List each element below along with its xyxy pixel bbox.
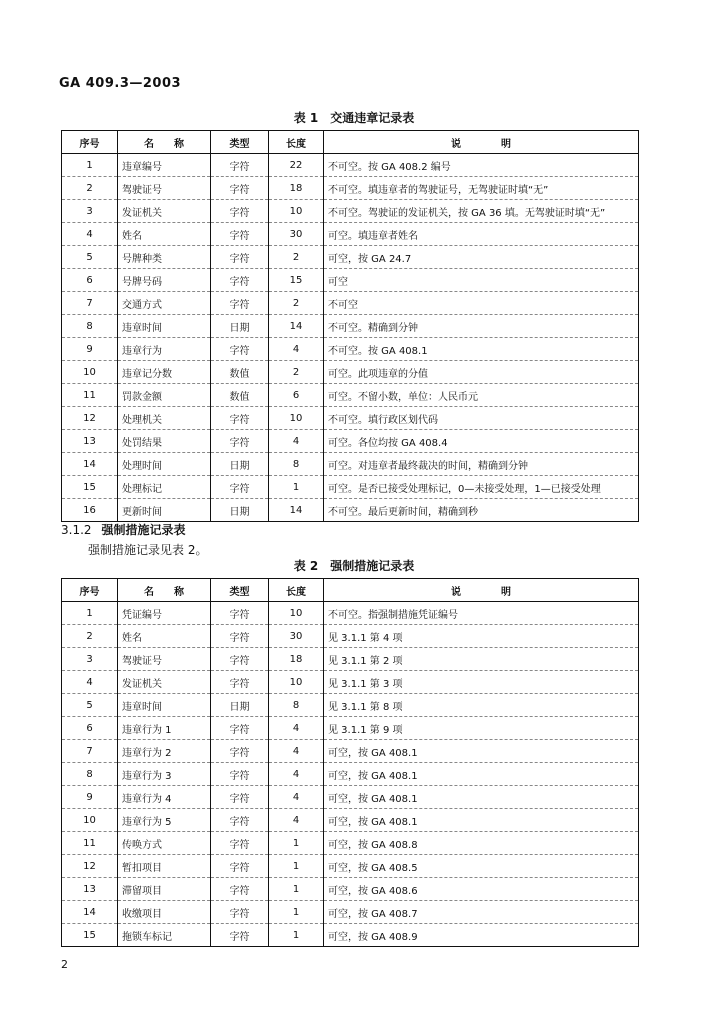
cell-length: 10 — [269, 200, 324, 223]
table-row — [62, 648, 639, 671]
table-row — [62, 223, 639, 246]
cell-length: 4 — [269, 717, 324, 740]
cell-name: 凭证编号 — [118, 602, 211, 625]
table2-caption — [0, 557, 708, 574]
cell-type: 字符 — [211, 878, 269, 901]
table-row — [62, 200, 639, 223]
cell-type: 日期 — [211, 315, 269, 338]
cell-length: 18 — [269, 648, 324, 671]
cell-description: 可空，按 GA 24.7 — [324, 246, 639, 269]
cell-type: 字符 — [211, 292, 269, 315]
cell-index: 14 — [62, 901, 118, 924]
cell-type: 字符 — [211, 924, 269, 947]
cell-length: 30 — [269, 223, 324, 246]
table-row — [62, 292, 639, 315]
cell-name: 发证机关 — [118, 200, 211, 223]
cell-index: 13 — [62, 878, 118, 901]
cell-name: 违章行为 — [118, 338, 211, 361]
table-row — [62, 717, 639, 740]
cell-index: 14 — [62, 453, 118, 476]
cell-description: 不可空。填违章者的驾驶证号，无驾驶证时填“无” — [324, 177, 639, 200]
column-header-index: 序号 — [62, 579, 118, 602]
cell-type: 字符 — [211, 763, 269, 786]
cell-index: 8 — [62, 315, 118, 338]
cell-type: 字符 — [211, 717, 269, 740]
cell-name: 处理时间 — [118, 453, 211, 476]
table-row — [62, 384, 639, 407]
cell-name: 驾驶证号 — [118, 648, 211, 671]
table-row — [62, 901, 639, 924]
cell-name: 处理标记 — [118, 476, 211, 499]
cell-type: 日期 — [211, 499, 269, 522]
cell-type: 字符 — [211, 476, 269, 499]
cell-type: 字符 — [211, 786, 269, 809]
cell-length: 15 — [269, 269, 324, 292]
cell-name: 处理机关 — [118, 407, 211, 430]
cell-index: 10 — [62, 809, 118, 832]
cell-type: 字符 — [211, 154, 269, 177]
cell-length: 22 — [269, 154, 324, 177]
cell-description: 可空，按 GA 408.9 — [324, 924, 639, 947]
cell-index: 10 — [62, 361, 118, 384]
table-row — [62, 763, 639, 786]
column-header-description: 说 明 — [324, 579, 639, 602]
cell-length: 4 — [269, 338, 324, 361]
table1-caption-number: 表 1 — [293, 111, 319, 125]
cell-index: 9 — [62, 338, 118, 361]
cell-name: 姓名 — [118, 223, 211, 246]
cell-type: 数值 — [211, 361, 269, 384]
column-header-name: 名 称 — [118, 131, 211, 154]
cell-description: 可空，按 GA 408.6 — [324, 878, 639, 901]
cell-description: 可空，按 GA 408.1 — [324, 740, 639, 763]
traffic-violation-table — [61, 130, 639, 522]
cell-name: 违章记分数 — [118, 361, 211, 384]
cell-length: 2 — [269, 361, 324, 384]
cell-length: 1 — [269, 878, 324, 901]
cell-length: 1 — [269, 855, 324, 878]
cell-description: 不可空。指强制措施凭证编号 — [324, 602, 639, 625]
cell-length: 1 — [269, 476, 324, 499]
cell-description: 可空，按 GA 408.1 — [324, 809, 639, 832]
table-header-row — [62, 579, 639, 602]
cell-name: 更新时间 — [118, 499, 211, 522]
table-row — [62, 177, 639, 200]
cell-name: 罚款金额 — [118, 384, 211, 407]
cell-type: 日期 — [211, 694, 269, 717]
cell-type: 字符 — [211, 602, 269, 625]
cell-index: 7 — [62, 292, 118, 315]
cell-length: 4 — [269, 763, 324, 786]
cell-description: 可空。此项违章的分值 — [324, 361, 639, 384]
cell-length: 10 — [269, 407, 324, 430]
cell-length: 8 — [269, 694, 324, 717]
cell-length: 6 — [269, 384, 324, 407]
cell-name: 违章行为 1 — [118, 717, 211, 740]
column-header-type: 类型 — [211, 579, 269, 602]
cell-description: 不可空。填行政区划代码 — [324, 407, 639, 430]
table2-caption-title: 强制措施记录表 — [330, 559, 415, 573]
cell-length: 4 — [269, 809, 324, 832]
cell-index: 5 — [62, 246, 118, 269]
cell-name: 滞留项目 — [118, 878, 211, 901]
cell-type: 字符 — [211, 809, 269, 832]
cell-index: 4 — [62, 671, 118, 694]
cell-description: 不可空 — [324, 292, 639, 315]
table-row — [62, 453, 639, 476]
cell-description: 可空。不留小数，单位：人民币元 — [324, 384, 639, 407]
cell-index: 15 — [62, 476, 118, 499]
table-row — [62, 499, 639, 522]
table-row — [62, 924, 639, 947]
cell-description: 不可空。精确到分钟 — [324, 315, 639, 338]
cell-name: 违章行为 5 — [118, 809, 211, 832]
cell-type: 字符 — [211, 430, 269, 453]
cell-name: 号牌号码 — [118, 269, 211, 292]
table-row — [62, 786, 639, 809]
cell-description: 可空。对违章者最终裁决的时间，精确到分钟 — [324, 453, 639, 476]
page-number: 2 — [61, 958, 68, 971]
cell-length: 14 — [269, 315, 324, 338]
cell-description: 不可空。按 GA 408.1 — [324, 338, 639, 361]
cell-name: 违章行为 4 — [118, 786, 211, 809]
cell-type: 字符 — [211, 246, 269, 269]
table-row — [62, 338, 639, 361]
cell-index: 12 — [62, 855, 118, 878]
cell-type: 字符 — [211, 648, 269, 671]
cell-name: 号牌种类 — [118, 246, 211, 269]
cell-index: 1 — [62, 154, 118, 177]
cell-description: 可空，按 GA 408.5 — [324, 855, 639, 878]
cell-index: 15 — [62, 924, 118, 947]
cell-description: 可空，按 GA 408.1 — [324, 786, 639, 809]
cell-index: 8 — [62, 763, 118, 786]
cell-index: 1 — [62, 602, 118, 625]
table2-caption-number: 表 2 — [293, 559, 319, 573]
column-header-name: 名 称 — [118, 579, 211, 602]
cell-index: 11 — [62, 384, 118, 407]
enforcement-measure-table — [61, 578, 639, 947]
table-row — [62, 625, 639, 648]
cell-length: 8 — [269, 453, 324, 476]
table-row — [62, 855, 639, 878]
cell-length: 14 — [269, 499, 324, 522]
cell-index: 13 — [62, 430, 118, 453]
table-row — [62, 407, 639, 430]
cell-index: 16 — [62, 499, 118, 522]
cell-description: 可空。各位均按 GA 408.4 — [324, 430, 639, 453]
cell-length: 1 — [269, 832, 324, 855]
cell-index: 3 — [62, 648, 118, 671]
cell-type: 字符 — [211, 625, 269, 648]
cell-length: 18 — [269, 177, 324, 200]
cell-type: 字符 — [211, 269, 269, 292]
cell-index: 6 — [62, 717, 118, 740]
table-row — [62, 694, 639, 717]
table-row — [62, 809, 639, 832]
cell-type: 字符 — [211, 338, 269, 361]
cell-description: 见 3.1.1 第 3 项 — [324, 671, 639, 694]
cell-index: 11 — [62, 832, 118, 855]
cell-length: 4 — [269, 740, 324, 763]
table-row — [62, 476, 639, 499]
column-header-type: 类型 — [211, 131, 269, 154]
cell-name: 交通方式 — [118, 292, 211, 315]
standard-code: GA 409.3—2003 — [59, 76, 182, 91]
cell-description: 见 3.1.1 第 2 项 — [324, 648, 639, 671]
cell-name: 暂扣项目 — [118, 855, 211, 878]
cell-index: 2 — [62, 177, 118, 200]
cell-index: 12 — [62, 407, 118, 430]
table-row — [62, 315, 639, 338]
cell-length: 2 — [269, 246, 324, 269]
cell-name: 传唤方式 — [118, 832, 211, 855]
cell-length: 4 — [269, 430, 324, 453]
table-row — [62, 832, 639, 855]
cell-description: 可空，按 GA 408.7 — [324, 901, 639, 924]
cell-type: 字符 — [211, 832, 269, 855]
table1-caption — [0, 109, 708, 126]
cell-index: 2 — [62, 625, 118, 648]
cell-type: 字符 — [211, 671, 269, 694]
table-row — [62, 246, 639, 269]
column-header-length: 长度 — [269, 131, 324, 154]
table1-caption-title: 交通违章记录表 — [330, 111, 415, 125]
cell-length: 10 — [269, 602, 324, 625]
cell-description: 不可空。按 GA 408.2 编号 — [324, 154, 639, 177]
cell-name: 违章行为 2 — [118, 740, 211, 763]
cell-description: 不可空。驾驶证的发证机关，按 GA 36 填。无驾驶证时填“无” — [324, 200, 639, 223]
cell-name: 拖锁车标记 — [118, 924, 211, 947]
section-title: 强制措施记录表 — [101, 523, 186, 537]
section-heading — [61, 521, 186, 538]
cell-index: 7 — [62, 740, 118, 763]
cell-description: 可空。填违章者姓名 — [324, 223, 639, 246]
cell-description: 不可空。最后更新时间，精确到秒 — [324, 499, 639, 522]
column-header-description: 说 明 — [324, 131, 639, 154]
table-row — [62, 740, 639, 763]
cell-type: 字符 — [211, 901, 269, 924]
cell-type: 字符 — [211, 407, 269, 430]
cell-type: 日期 — [211, 453, 269, 476]
table-row — [62, 602, 639, 625]
cell-name: 违章时间 — [118, 315, 211, 338]
cell-index: 6 — [62, 269, 118, 292]
table-row — [62, 154, 639, 177]
table-row — [62, 430, 639, 453]
cell-index: 5 — [62, 694, 118, 717]
cell-type: 字符 — [211, 740, 269, 763]
cell-index: 9 — [62, 786, 118, 809]
table-row — [62, 671, 639, 694]
cell-name: 违章时间 — [118, 694, 211, 717]
cell-description: 可空，按 GA 408.1 — [324, 763, 639, 786]
cell-name: 收缴项目 — [118, 901, 211, 924]
cell-type: 字符 — [211, 177, 269, 200]
cell-length: 30 — [269, 625, 324, 648]
table-row — [62, 878, 639, 901]
cell-length: 4 — [269, 786, 324, 809]
cell-length: 1 — [269, 924, 324, 947]
cell-description: 可空 — [324, 269, 639, 292]
cell-description: 见 3.1.1 第 9 项 — [324, 717, 639, 740]
table-row — [62, 361, 639, 384]
cell-description: 见 3.1.1 第 4 项 — [324, 625, 639, 648]
cell-description: 可空。是否已接受处理标记，0—未接受处理，1—已接受处理 — [324, 476, 639, 499]
cell-name: 违章行为 3 — [118, 763, 211, 786]
cell-type: 数值 — [211, 384, 269, 407]
cell-length: 10 — [269, 671, 324, 694]
cell-description: 可空，按 GA 408.8 — [324, 832, 639, 855]
section-number: 3.1.2 — [61, 523, 92, 537]
cell-type: 字符 — [211, 855, 269, 878]
cell-name: 驾驶证号 — [118, 177, 211, 200]
table-header-row — [62, 131, 639, 154]
column-header-length: 长度 — [269, 579, 324, 602]
cell-type: 字符 — [211, 200, 269, 223]
cell-name: 违章编号 — [118, 154, 211, 177]
table-row — [62, 269, 639, 292]
column-header-index: 序号 — [62, 131, 118, 154]
cell-index: 3 — [62, 200, 118, 223]
cell-length: 1 — [269, 901, 324, 924]
cell-length: 2 — [269, 292, 324, 315]
cell-name: 处罚结果 — [118, 430, 211, 453]
cell-type: 字符 — [211, 223, 269, 246]
section-intro: 强制措施记录见表 2。 — [88, 543, 208, 557]
cell-description: 见 3.1.1 第 8 项 — [324, 694, 639, 717]
cell-index: 4 — [62, 223, 118, 246]
cell-name: 姓名 — [118, 625, 211, 648]
cell-name: 发证机关 — [118, 671, 211, 694]
